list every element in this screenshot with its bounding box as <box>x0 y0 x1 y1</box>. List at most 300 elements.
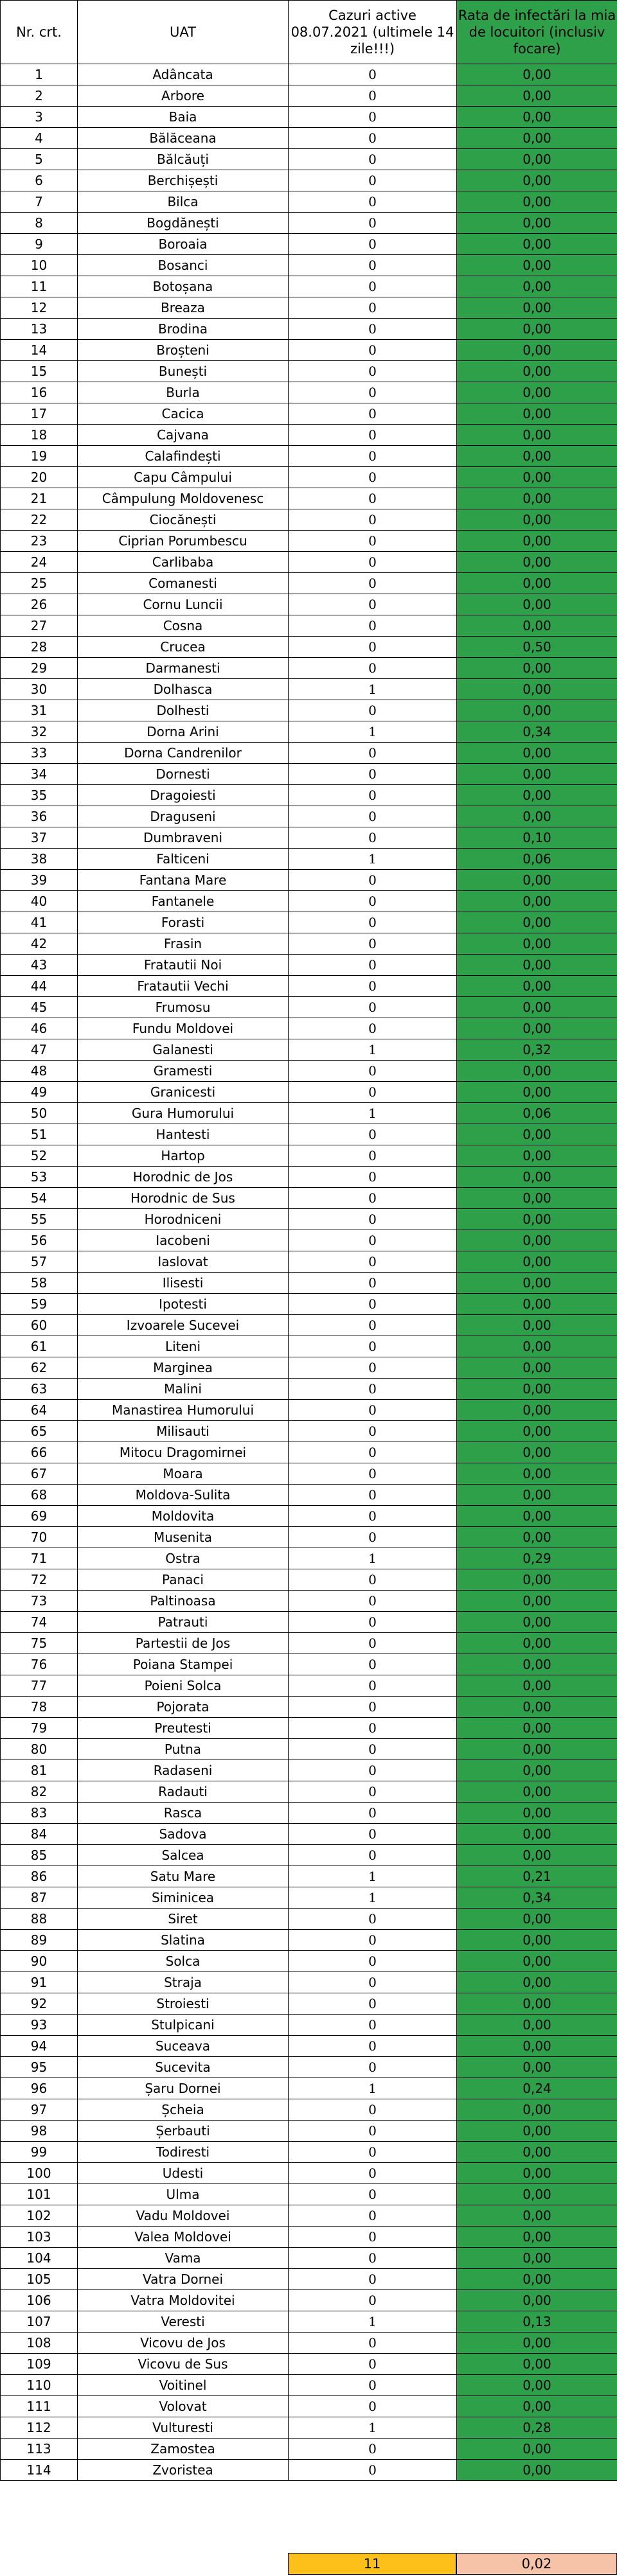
cell-uat: Frasin <box>78 933 289 955</box>
cell-nr: 39 <box>1 870 78 891</box>
cell-cases: 0 <box>289 2333 457 2354</box>
cell-cases: 0 <box>289 1675 457 1697</box>
cell-uat: Malini <box>78 1379 289 1400</box>
cell-cases: 0 <box>289 891 457 912</box>
cell-cases: 0 <box>289 1167 457 1188</box>
table-row <box>1 785 617 806</box>
cell-nr: 40 <box>1 891 78 912</box>
cell-rate: 0,00 <box>457 2333 617 2354</box>
table-row <box>1 276 617 297</box>
cell-rate: 0,00 <box>457 1294 617 1315</box>
cell-uat: Preutesti <box>78 1718 289 1739</box>
cell-cases: 1 <box>289 2311 457 2333</box>
table-row <box>1 1569 617 1591</box>
cell-nr: 76 <box>1 1654 78 1675</box>
cell-uat: Dolhasca <box>78 679 289 700</box>
cell-nr: 111 <box>1 2396 78 2417</box>
cell-nr: 58 <box>1 1273 78 1294</box>
cell-nr: 73 <box>1 1591 78 1612</box>
cell-cases: 0 <box>289 1993 457 2015</box>
cell-uat: Satu Mare <box>78 1866 289 1887</box>
cell-uat: Moara <box>78 1463 289 1485</box>
cell-cases: 0 <box>289 955 457 976</box>
cell-rate: 0,00 <box>457 107 617 128</box>
cell-nr: 43 <box>1 955 78 976</box>
cell-uat: Forasti <box>78 912 289 933</box>
cell-uat: Pojorata <box>78 1697 289 1718</box>
table-row <box>1 2015 617 2036</box>
cell-rate: 0,00 <box>457 64 617 85</box>
cell-cases: 0 <box>289 2015 457 2036</box>
cell-uat: Boroaia <box>78 234 289 255</box>
cell-cases: 0 <box>289 382 457 403</box>
cell-uat: Izvoarele Sucevei <box>78 1315 289 1336</box>
cell-nr: 1 <box>1 64 78 85</box>
cell-nr: 103 <box>1 2227 78 2248</box>
table-row <box>1 191 617 213</box>
cell-rate: 0,00 <box>457 297 617 319</box>
table-row <box>1 64 617 85</box>
table-row <box>1 2227 617 2248</box>
cell-uat: Mitocu Dragomirnei <box>78 1442 289 1463</box>
cell-uat: Dragoiesti <box>78 785 289 806</box>
cell-cases: 1 <box>289 721 457 743</box>
table-row <box>1 1845 617 1866</box>
cell-nr: 78 <box>1 1697 78 1718</box>
cell-cases: 0 <box>289 2036 457 2057</box>
cell-uat: Botoșana <box>78 276 289 297</box>
table-row <box>1 2205 617 2227</box>
cell-nr: 49 <box>1 1082 78 1103</box>
cell-rate: 0,00 <box>457 2036 617 2057</box>
cell-cases: 0 <box>289 2121 457 2142</box>
cell-cases: 0 <box>289 1972 457 1993</box>
cell-rate: 0,00 <box>457 573 617 594</box>
table-row <box>1 1866 617 1887</box>
table-row <box>1 1548 617 1569</box>
cell-cases: 0 <box>289 1379 457 1400</box>
cell-cases: 0 <box>289 552 457 573</box>
table-row <box>1 1463 617 1485</box>
cell-cases: 0 <box>289 1739 457 1760</box>
table-row <box>1 1357 617 1379</box>
table-row <box>1 827 617 849</box>
cell-nr: 100 <box>1 2163 78 2184</box>
cell-cases: 0 <box>289 2184 457 2205</box>
table-row <box>1 1230 617 1251</box>
cell-uat: Marginea <box>78 1357 289 1379</box>
cell-rate: 0,00 <box>457 1167 617 1188</box>
cell-rate: 0,00 <box>457 1591 617 1612</box>
cell-rate: 0,00 <box>457 2269 617 2290</box>
cell-rate: 0,00 <box>457 1124 617 1145</box>
cell-cases: 0 <box>289 1697 457 1718</box>
cell-rate: 0,00 <box>457 870 617 891</box>
cell-cases: 0 <box>289 1760 457 1781</box>
cell-uat: Veresti <box>78 2311 289 2333</box>
cell-nr: 59 <box>1 1294 78 1315</box>
cell-cases: 0 <box>289 128 457 149</box>
table-row <box>1 488 617 509</box>
cell-rate: 0,00 <box>457 1357 617 1379</box>
cell-cases: 0 <box>289 2163 457 2184</box>
cell-nr: 4 <box>1 128 78 149</box>
table-row <box>1 297 617 319</box>
table-row <box>1 446 617 467</box>
cell-uat: Musenita <box>78 1527 289 1548</box>
cell-uat: Burla <box>78 382 289 403</box>
cell-rate: 0,00 <box>457 1379 617 1400</box>
cell-rate: 0,00 <box>457 2163 617 2184</box>
cell-nr: 41 <box>1 912 78 933</box>
cell-rate: 0,00 <box>457 361 617 382</box>
cell-nr: 30 <box>1 679 78 700</box>
cell-uat: Vicovu de Sus <box>78 2354 289 2375</box>
cell-nr: 5 <box>1 149 78 170</box>
cell-nr: 62 <box>1 1357 78 1379</box>
cell-nr: 63 <box>1 1379 78 1400</box>
cell-uat: Dorna Arini <box>78 721 289 743</box>
cell-cases: 0 <box>289 85 457 107</box>
cell-cases: 0 <box>289 1018 457 1039</box>
cell-uat: Bosanci <box>78 255 289 276</box>
cell-uat: Arbore <box>78 85 289 107</box>
cell-cases: 0 <box>289 509 457 531</box>
cell-cases: 0 <box>289 425 457 446</box>
cell-rate: 0,29 <box>457 1548 617 1569</box>
table-row <box>1 1061 617 1082</box>
cell-cases: 0 <box>289 1612 457 1633</box>
cell-cases: 0 <box>289 827 457 849</box>
cell-cases: 0 <box>289 2099 457 2121</box>
cell-nr: 106 <box>1 2290 78 2311</box>
cell-nr: 82 <box>1 1781 78 1803</box>
cell-nr: 6 <box>1 170 78 191</box>
cell-rate: 0,00 <box>457 255 617 276</box>
cell-uat: Cosna <box>78 615 289 637</box>
cell-rate: 0,00 <box>457 1209 617 1230</box>
cell-nr: 21 <box>1 488 78 509</box>
cell-cases: 0 <box>289 997 457 1018</box>
cell-rate: 0,00 <box>457 149 617 170</box>
cell-nr: 101 <box>1 2184 78 2205</box>
cell-nr: 92 <box>1 1993 78 2015</box>
table-row <box>1 149 617 170</box>
cell-cases: 0 <box>289 2460 457 2481</box>
table-row <box>1 1506 617 1527</box>
table-row <box>1 997 617 1018</box>
cell-uat: Todiresti <box>78 2142 289 2163</box>
cell-uat: Ipotesti <box>78 1294 289 1315</box>
cell-rate: 0,00 <box>457 933 617 955</box>
cell-rate: 0,00 <box>457 85 617 107</box>
cell-cases: 0 <box>289 806 457 827</box>
cell-nr: 102 <box>1 2205 78 2227</box>
cell-cases: 1 <box>289 679 457 700</box>
table-row <box>1 573 617 594</box>
cell-rate: 0,00 <box>457 955 617 976</box>
cell-cases: 0 <box>289 1251 457 1273</box>
cell-cases: 0 <box>289 340 457 361</box>
table-row <box>1 1527 617 1548</box>
cell-uat: Bălăceana <box>78 128 289 149</box>
cell-cases: 0 <box>289 912 457 933</box>
cell-rate: 0,00 <box>457 488 617 509</box>
cell-cases: 0 <box>289 2142 457 2163</box>
table-row <box>1 1188 617 1209</box>
cell-uat: Milisauti <box>78 1421 289 1442</box>
cell-cases: 0 <box>289 2205 457 2227</box>
header-rate: Rata de infectări la mia de locuitori (inclusiv focare) <box>457 1 617 64</box>
cell-cases: 0 <box>289 488 457 509</box>
cell-uat: Siminicea <box>78 1887 289 1909</box>
cell-rate: 0,00 <box>457 382 617 403</box>
cell-rate: 0,00 <box>457 1675 617 1697</box>
cell-rate: 0,00 <box>457 2121 617 2142</box>
table-row <box>1 382 617 403</box>
cell-rate: 0,06 <box>457 1103 617 1124</box>
cell-uat: Câmpulung Moldovenesc <box>78 488 289 509</box>
cell-nr: 97 <box>1 2099 78 2121</box>
cell-uat: Volovat <box>78 2396 289 2417</box>
table-row <box>1 2333 617 2354</box>
cell-rate: 0,24 <box>457 2078 617 2099</box>
table-row <box>1 1739 617 1760</box>
table-row <box>1 107 617 128</box>
cell-rate: 0,00 <box>457 1824 617 1845</box>
cell-cases: 0 <box>289 1294 457 1315</box>
cell-uat: Comanesti <box>78 573 289 594</box>
cell-rate: 0,00 <box>457 128 617 149</box>
cell-uat: Bunești <box>78 361 289 382</box>
table-row <box>1 1209 617 1230</box>
cell-nr: 48 <box>1 1061 78 1082</box>
cell-rate: 0,28 <box>457 2417 617 2439</box>
cell-uat: Fundu Moldovei <box>78 1018 289 1039</box>
cell-cases: 0 <box>289 573 457 594</box>
cell-cases: 0 <box>289 1654 457 1675</box>
cell-cases: 0 <box>289 531 457 552</box>
cell-uat: Vatra Moldovitei <box>78 2290 289 2311</box>
cell-nr: 84 <box>1 1824 78 1845</box>
cell-uat: Capu Câmpului <box>78 467 289 488</box>
cell-cases: 0 <box>289 976 457 997</box>
cell-uat: Putna <box>78 1739 289 1760</box>
cell-rate: 0,00 <box>457 2142 617 2163</box>
cell-rate: 0,00 <box>457 319 617 340</box>
cell-nr: 71 <box>1 1548 78 1569</box>
cell-cases: 0 <box>289 2227 457 2248</box>
table-row <box>1 403 617 425</box>
table-row <box>1 764 617 785</box>
cell-cases: 0 <box>289 297 457 319</box>
table-row <box>1 1887 617 1909</box>
cell-uat: Gramesti <box>78 1061 289 1082</box>
header-nr: Nr. crt. <box>1 1 78 64</box>
cell-rate: 0,00 <box>457 1273 617 1294</box>
table-row <box>1 2184 617 2205</box>
table-row <box>1 1039 617 1061</box>
cell-nr: 11 <box>1 276 78 297</box>
cell-nr: 51 <box>1 1124 78 1145</box>
cell-rate: 0,21 <box>457 1866 617 1887</box>
cell-uat: Breaza <box>78 297 289 319</box>
cell-cases: 0 <box>289 1230 457 1251</box>
cell-nr: 91 <box>1 1972 78 1993</box>
cell-cases: 0 <box>289 149 457 170</box>
cell-rate: 0,00 <box>457 509 617 531</box>
cell-uat: Vadu Moldovei <box>78 2205 289 2227</box>
table-row <box>1 425 617 446</box>
totals-row <box>0 2553 617 2575</box>
table-row <box>1 1336 617 1357</box>
cell-nr: 64 <box>1 1400 78 1421</box>
cell-cases: 0 <box>289 191 457 213</box>
cell-cases: 1 <box>289 1548 457 1569</box>
cell-uat: Crucea <box>78 637 289 658</box>
cell-rate: 0,00 <box>457 531 617 552</box>
cell-uat: Broșteni <box>78 340 289 361</box>
cell-nr: 66 <box>1 1442 78 1463</box>
cell-uat: Suceava <box>78 2036 289 2057</box>
cell-uat: Carlibaba <box>78 552 289 573</box>
table-row <box>1 2460 617 2481</box>
cell-nr: 12 <box>1 297 78 319</box>
cell-cases: 0 <box>289 2375 457 2396</box>
cell-nr: 22 <box>1 509 78 531</box>
table-row <box>1 2375 617 2396</box>
cell-nr: 85 <box>1 1845 78 1866</box>
table-row <box>1 2057 617 2078</box>
cell-rate: 0,00 <box>457 552 617 573</box>
cell-nr: 72 <box>1 1569 78 1591</box>
cell-nr: 35 <box>1 785 78 806</box>
cell-nr: 26 <box>1 594 78 615</box>
cell-cases: 0 <box>289 1845 457 1866</box>
cell-rate: 0,00 <box>457 1315 617 1336</box>
cell-uat: Partestii de Jos <box>78 1633 289 1654</box>
cell-uat: Poiana Stampei <box>78 1654 289 1675</box>
cell-uat: Ulma <box>78 2184 289 2205</box>
cell-cases: 0 <box>289 637 457 658</box>
cell-cases: 0 <box>289 1124 457 1145</box>
table-row <box>1 700 617 721</box>
table-row <box>1 1379 617 1400</box>
cell-rate: 0,34 <box>457 721 617 743</box>
table-row <box>1 743 617 764</box>
cell-cases: 0 <box>289 764 457 785</box>
cell-nr: 47 <box>1 1039 78 1061</box>
cell-uat: Granicesti <box>78 1082 289 1103</box>
cell-nr: 18 <box>1 425 78 446</box>
cell-nr: 23 <box>1 531 78 552</box>
cell-uat: Vulturesti <box>78 2417 289 2439</box>
cell-cases: 0 <box>289 234 457 255</box>
cell-rate: 0,00 <box>457 1951 617 1972</box>
cell-uat: Dorna Candrenilor <box>78 743 289 764</box>
cell-uat: Frumosu <box>78 997 289 1018</box>
cell-rate: 0,00 <box>457 615 617 637</box>
cell-nr: 3 <box>1 107 78 128</box>
cell-uat: Fantana Mare <box>78 870 289 891</box>
cell-rate: 0,00 <box>457 2290 617 2311</box>
cell-nr: 70 <box>1 1527 78 1548</box>
cell-nr: 99 <box>1 2142 78 2163</box>
cell-cases: 0 <box>289 1145 457 1167</box>
cell-uat: Draguseni <box>78 806 289 827</box>
cell-rate: 0,00 <box>457 2248 617 2269</box>
table-row <box>1 1485 617 1506</box>
cell-rate: 0,00 <box>457 340 617 361</box>
cell-nr: 74 <box>1 1612 78 1633</box>
cell-cases: 0 <box>289 933 457 955</box>
table-row <box>1 85 617 107</box>
cell-nr: 81 <box>1 1760 78 1781</box>
table-row <box>1 1781 617 1803</box>
cell-rate: 0,32 <box>457 1039 617 1061</box>
cell-nr: 17 <box>1 403 78 425</box>
cell-cases: 1 <box>289 1887 457 1909</box>
cell-rate: 0,00 <box>457 594 617 615</box>
cell-nr: 83 <box>1 1803 78 1824</box>
cell-rate: 0,00 <box>457 1485 617 1506</box>
cell-nr: 80 <box>1 1739 78 1760</box>
table-row <box>1 2121 617 2142</box>
cell-nr: 75 <box>1 1633 78 1654</box>
cell-uat: Ilisesti <box>78 1273 289 1294</box>
cell-rate: 0,00 <box>457 1421 617 1442</box>
table-row <box>1 2290 617 2311</box>
table-row <box>1 1591 617 1612</box>
cell-nr: 94 <box>1 2036 78 2057</box>
cell-rate: 0,00 <box>457 467 617 488</box>
cell-cases: 0 <box>289 1506 457 1527</box>
cell-cases: 0 <box>289 1951 457 1972</box>
cell-uat: Iaslovat <box>78 1251 289 1273</box>
cell-nr: 45 <box>1 997 78 1018</box>
cell-uat: Galanesti <box>78 1039 289 1061</box>
cell-nr: 32 <box>1 721 78 743</box>
cell-nr: 33 <box>1 743 78 764</box>
cell-cases: 0 <box>289 1188 457 1209</box>
cell-cases: 1 <box>289 1103 457 1124</box>
header-row <box>1 1 617 64</box>
cell-rate: 0,00 <box>457 403 617 425</box>
cell-uat: Patrauti <box>78 1612 289 1633</box>
cell-rate: 0,00 <box>457 1061 617 1082</box>
table-row <box>1 2036 617 2057</box>
cell-rate: 0,00 <box>457 700 617 721</box>
cell-uat: Șcheia <box>78 2099 289 2121</box>
cell-uat: Voitinel <box>78 2375 289 2396</box>
cell-cases: 1 <box>289 1039 457 1061</box>
cell-cases: 0 <box>289 2248 457 2269</box>
cell-rate: 0,13 <box>457 2311 617 2333</box>
cell-uat: Moldovita <box>78 1506 289 1527</box>
table-row <box>1 1273 617 1294</box>
cell-nr: 88 <box>1 1909 78 1930</box>
table-row <box>1 1930 617 1951</box>
cell-cases: 0 <box>289 2290 457 2311</box>
cell-nr: 98 <box>1 2121 78 2142</box>
cell-cases: 0 <box>289 2269 457 2290</box>
cell-uat: Solca <box>78 1951 289 1972</box>
table-row <box>1 912 617 933</box>
cell-nr: 107 <box>1 2311 78 2333</box>
cell-rate: 0,50 <box>457 637 617 658</box>
table-row <box>1 1612 617 1633</box>
cell-nr: 20 <box>1 467 78 488</box>
